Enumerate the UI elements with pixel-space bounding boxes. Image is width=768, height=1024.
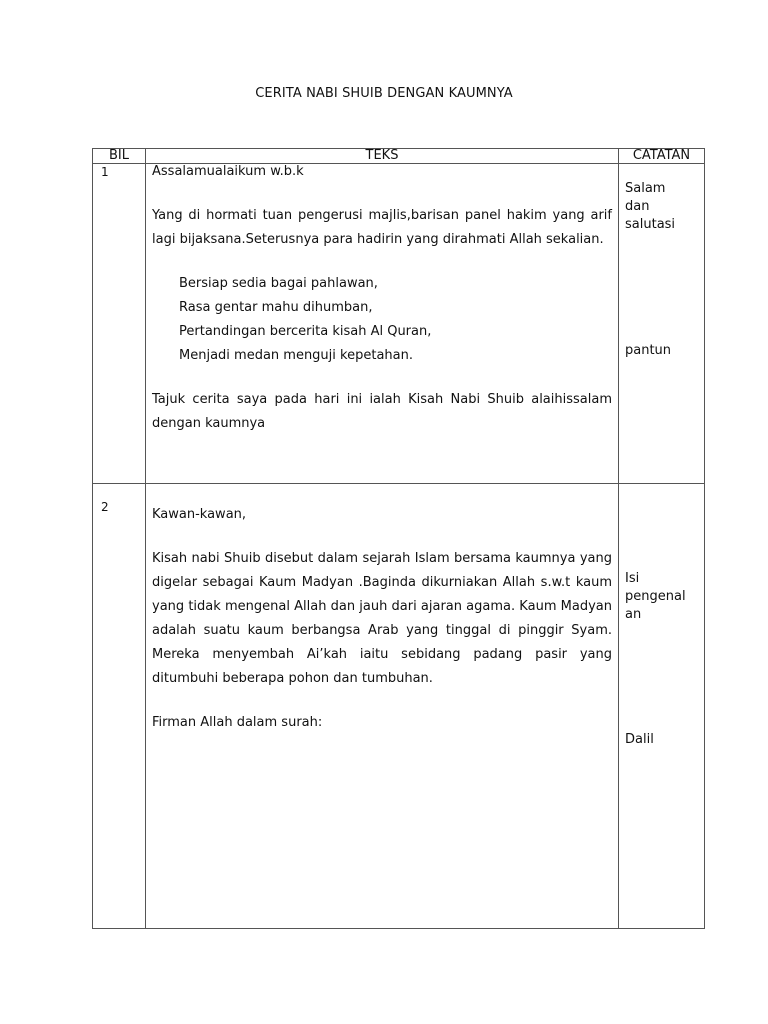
row2-bil-cell: [93, 484, 146, 929]
topic-paragraph: Tajuk cerita saya pada hari ini ialah Kisah Nabi Shuib alaihissalam dengan kaumnya: [152, 392, 612, 431]
row2-teks-cell: [146, 484, 619, 929]
pantun-line: Bersiap sedia bagai pahlawan,: [179, 276, 378, 291]
document-title: CERITA NABI SHUIB DENGAN KAUMNYA: [255, 86, 513, 101]
header-teks: TEKS: [146, 149, 619, 164]
pantun-line: Pertandingan bercerita kisah Al Quran,: [179, 324, 432, 339]
pantun-line: Rasa gentar mahu dihumban,: [179, 300, 373, 315]
row2-catatan-cell: [619, 484, 705, 929]
table-row: [93, 484, 705, 929]
greeting-text: Assalamualaikum w.b.k: [152, 164, 304, 179]
note-pantun: pantun: [625, 343, 672, 358]
note-salam: Salam dan salutasi: [625, 181, 676, 232]
note-isi-pengenalan: Isi pengenal an: [625, 571, 686, 622]
row-number: 1: [101, 165, 109, 179]
row-number: 2: [101, 500, 109, 514]
firman-text: Firman Allah dalam surah:: [152, 715, 323, 730]
row1-teks-cell: [146, 164, 619, 484]
script-table: [92, 148, 705, 929]
header-bil: BIL: [93, 149, 146, 164]
pantun-line: Menjadi medan menguji kepetahan.: [179, 348, 413, 363]
opening-paragraph: Yang di hormati tuan pengerusi majlis,barisan panel hakim yang arif lagi bijaksana.Seterusnya para hadirin yang dirahmati Allah sekalian.: [152, 208, 612, 247]
note-dalil: Dalil: [625, 732, 654, 747]
header-catatan: CATATAN: [619, 149, 705, 164]
story-paragraph: Kisah nabi Shuib disebut dalam sejarah Islam bersama kaumnya yang digelar sebagai Kaum Madyan .Baginda dikurniakan Allah s.w.t kaum yang tidak mengenal Allah dan jauh dari ajaran agama. Kaum Madyan adalah suatu kaum berbangsa Arab yang tinggal di pinggir Syam. Mereka menyembah Ai’kah iaitu sebidang padang pasir yang ditumbuhi beberapa pohon dan tumbuhan.: [152, 551, 612, 686]
row1-bil-cell: [93, 164, 146, 484]
table-row: [93, 164, 705, 484]
row1-catatan-cell: [619, 164, 705, 484]
address-text: Kawan-kawan,: [152, 507, 247, 522]
